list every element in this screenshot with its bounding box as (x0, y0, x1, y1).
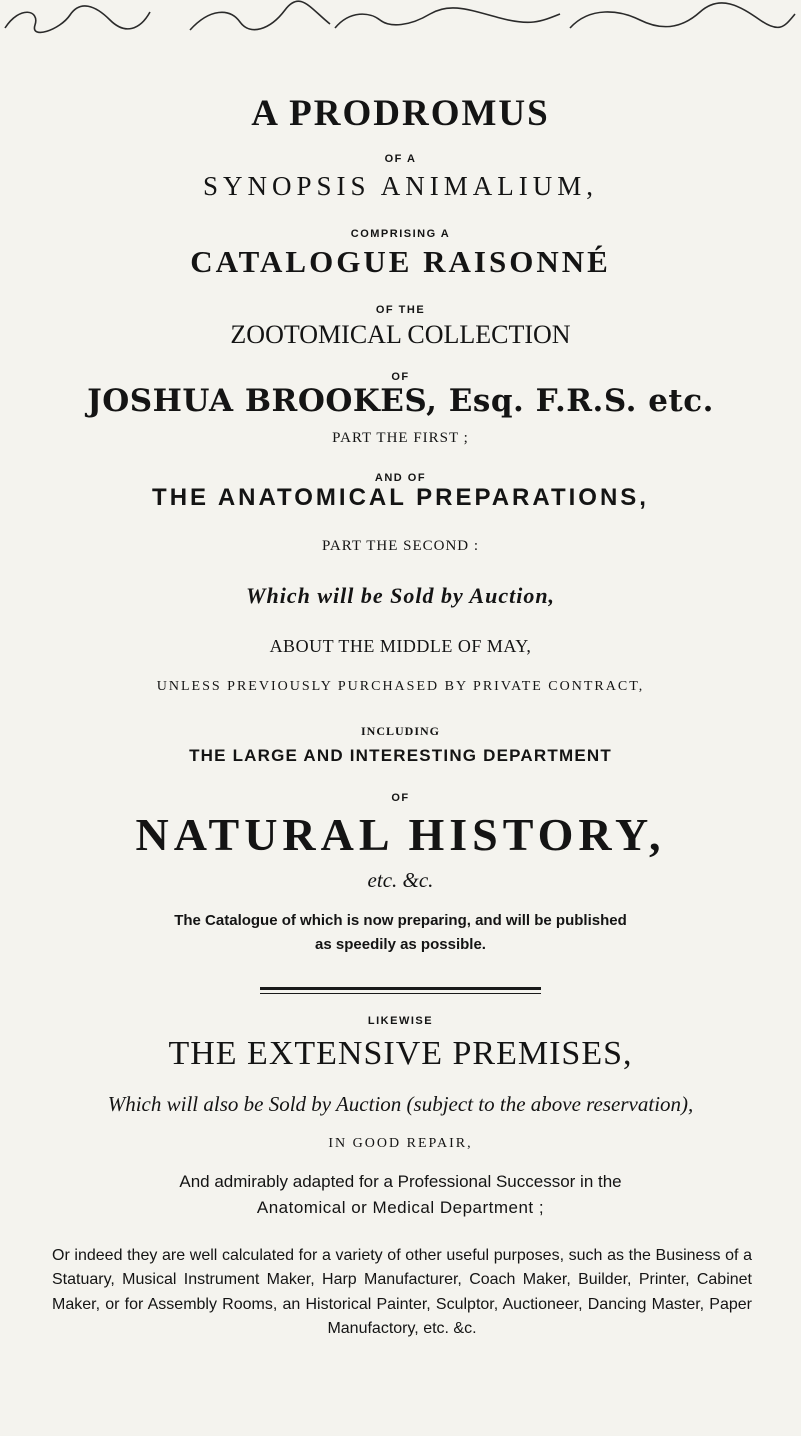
of-the: OF THE (375, 304, 426, 316)
good-repair-label: IN GOOD REPAIR, (328, 1136, 473, 1151)
catalogue-title: CATALOGUE RAISONNÉ (190, 244, 611, 279)
main-title: A PRODROMUS (251, 93, 550, 134)
handwritten-inscription (0, 0, 801, 40)
divider-thin (260, 993, 541, 994)
purposes-paragraph: Or indeed they are well calculated for a variety of other useful purposes, such as the Business of a Statuary, Musical Instrument Maker, Harp Manufacturer, Coach Maker, Builder, Printer, Cabinet Maker, or for Assembly Rooms, an Historical Painter, Sculptor, Auctioneer, Dancing Master, Paper Manufactory, etc. &c. (52, 1247, 752, 1337)
comprising-label: COMPRISING A (350, 228, 451, 240)
of-a: OF A (384, 153, 417, 165)
owner-name: JOSHUA BROOKES, Esq. F.R.S. etc. (87, 383, 714, 419)
catalogue-note-line-1: The Catalogue of which is now preparing, and will be published (174, 912, 627, 929)
catalogue-note-line-2: as speedily as possible. (315, 936, 486, 953)
premises-title: THE EXTENSIVE PREMISES, (168, 1035, 633, 1072)
auction-notice: Which will be Sold by Auction, (245, 583, 556, 608)
of-label-2: OF (391, 792, 410, 804)
collection-title: ZOOTOMICAL COLLECTION (230, 320, 571, 349)
department-title: THE LARGE AND INTERESTING DEPARTMENT (189, 746, 612, 765)
synopsis-title: SYNOPSIS ANIMALIUM, (202, 171, 599, 201)
divider-thick (260, 987, 541, 990)
likewise-label: LIKEWISE (367, 1015, 434, 1027)
natural-history-title: NATURAL HISTORY, (135, 809, 666, 860)
etc-text: etc. &c. (367, 868, 434, 892)
unless-notice: UNLESS PREVIOUSLY PURCHASED BY PRIVATE CONTRACT, (156, 679, 645, 694)
and-of: AND OF (374, 472, 427, 484)
adapted-line-1: And admirably adapted for a Professional Successor in the (179, 1172, 622, 1191)
part-second: PART THE SECOND : (321, 538, 480, 554)
date-notice: ABOUT THE MIDDLE OF MAY, (269, 636, 532, 656)
preparations-title: THE ANATOMICAL PREPARATIONS, (152, 484, 649, 511)
of-label-1: OF (391, 371, 410, 383)
adapted-line-2: Anatomical or Medical Department ; (256, 1198, 545, 1217)
part-first: PART THE FIRST ; (332, 430, 469, 446)
including-label: INCLUDING (360, 724, 440, 738)
premises-sale-note: Which will also be Sold by Auction (subject to the above reservation), (107, 1092, 694, 1116)
